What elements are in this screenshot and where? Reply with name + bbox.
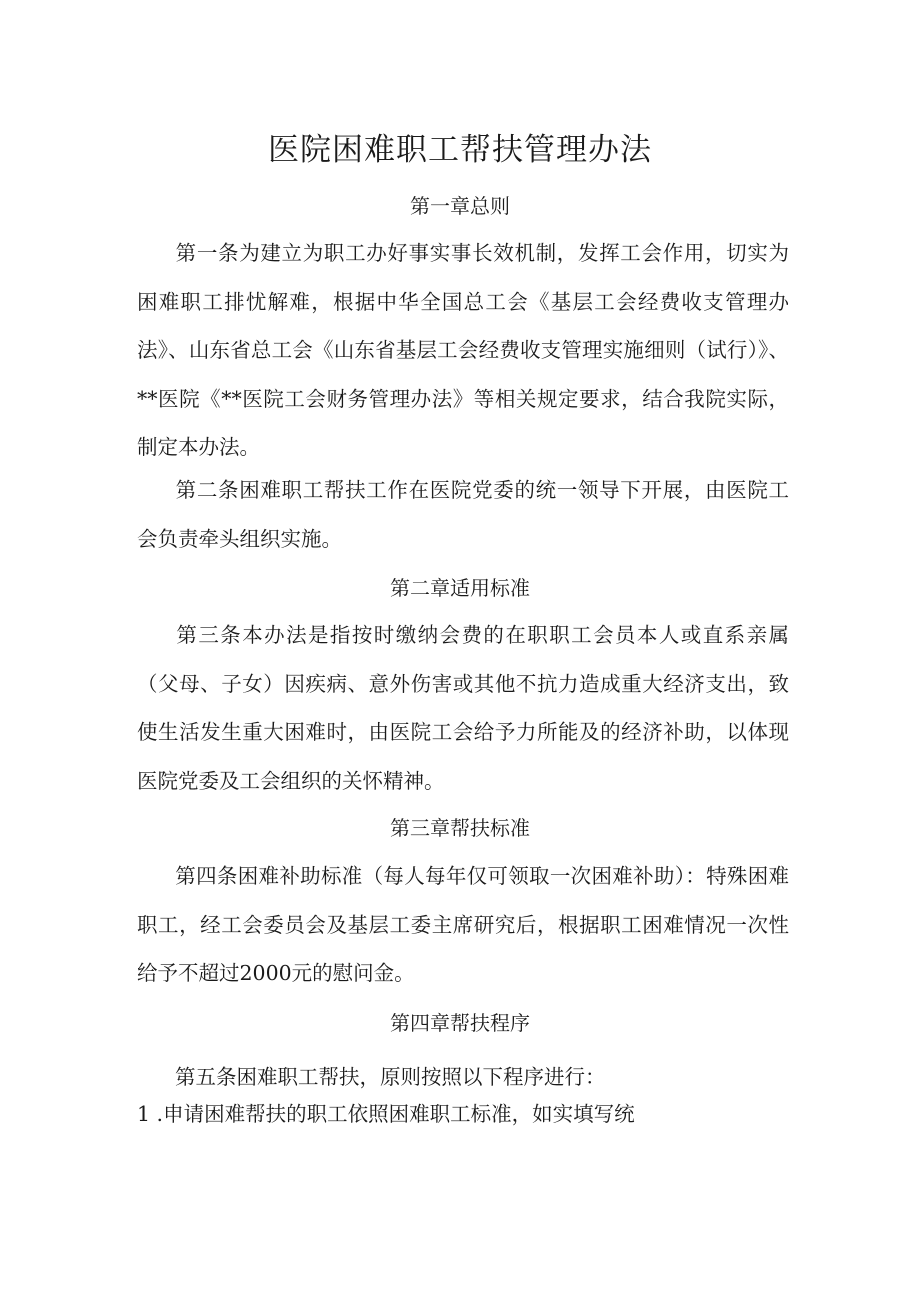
chapter-heading-3: 第三章帮扶标准 xyxy=(390,816,530,840)
article-label: 第四条 xyxy=(175,864,238,888)
article-label: 第 xyxy=(175,241,197,265)
article-text: 困难职工帮扶工作在医院党委的统一领导下开展，由医院工会负责牵头组织实施。 xyxy=(137,478,790,551)
article-label: 第五条 xyxy=(175,1065,237,1089)
article-label: 第三条 xyxy=(175,623,243,647)
article-4 xyxy=(137,852,789,998)
chapter-heading-2: 第二章适用标准 xyxy=(390,576,530,600)
document-title: 医院困难职工帮扶管理办法 xyxy=(268,132,652,168)
article-3 xyxy=(137,611,789,805)
article-2 xyxy=(137,466,789,563)
article-1 xyxy=(137,229,789,472)
article-text-emphasis: 精神 xyxy=(383,768,424,793)
article-text: 困难职工帮扶，原则按照以下程序进行： xyxy=(236,1065,606,1089)
chapter-heading-4: 第四章帮扶程序 xyxy=(390,1011,530,1035)
list-item-1: 1 .申请困难帮扶的职工依照困难职工标准，如实填写统 xyxy=(137,1102,635,1126)
chapter-heading-1: 第一章总则 xyxy=(410,194,510,218)
article-text-end: 。 xyxy=(424,768,445,793)
article-text: 一条为建立为职工办好事实事长效机制，发挥工会作用，切实为困难职工排忧解难，根据中华全国总工会《基层工会经费收支管理办法》、山东省总工会《山东省基层工会经费收支管理实施细则（试行）》、**医院《**医院工会财务管理办法》等相关规定要求，结合我院实际，制定本办法。 xyxy=(137,241,790,460)
article-text: 本办法是指按时缴纳会费的在职职工会员本人或直系亲属（父母、子女）因疾病、意外伤害或其他不抗力造成重大经济支出，致使生活发生重大困难时，由医院工会给予力所能及的经济补助，以体现医院党委及工会组织的关怀 xyxy=(137,623,790,793)
article-label: 第二条 xyxy=(175,478,240,502)
article-text: 困难补助标准（每人每年仅可领取一次困难补助）：特殊困难职工，经工会委员会及基层工委主席研究后，根据职工困难情况一次性给予不超过2000元的慰问金。 xyxy=(137,864,789,986)
